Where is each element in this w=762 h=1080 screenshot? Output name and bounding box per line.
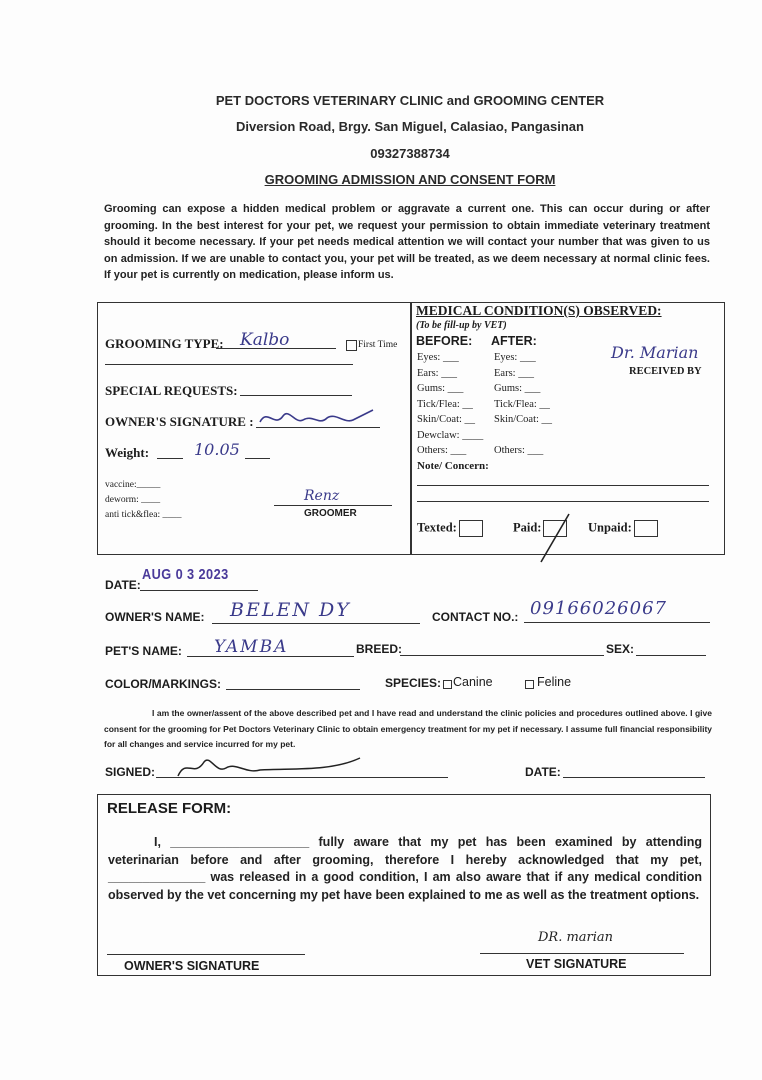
- feline-checkbox[interactable]: [525, 680, 534, 689]
- before-skin-coat: Skin/Coat: __: [417, 414, 476, 425]
- sex-line[interactable]: [636, 655, 706, 656]
- first-time-label: First Time: [358, 340, 398, 350]
- release-vet-signature-line[interactable]: [480, 953, 684, 954]
- pet-name-label: PET'S NAME:: [105, 644, 182, 658]
- release-owner-signature-label: OWNER'S SIGNATURE: [124, 959, 260, 973]
- texted-field[interactable]: [417, 520, 483, 537]
- after-eyes: Eyes: ___: [494, 352, 536, 363]
- note-concern-label: Note/ Concern:: [417, 460, 489, 472]
- owner-name-label: OWNER'S NAME:: [105, 610, 205, 624]
- groomer-label: GROOMER: [304, 508, 357, 519]
- canine-checkbox[interactable]: [443, 680, 452, 689]
- groomer-line: [274, 505, 392, 506]
- clinic-phone: 09327388734: [370, 146, 450, 161]
- weight-line-b: [245, 458, 270, 459]
- form-title: GROOMING ADMISSION AND CONSENT FORM: [264, 172, 556, 187]
- before-tick-flea: Tick/Flea: __: [417, 399, 473, 410]
- first-time-checkbox[interactable]: [346, 340, 357, 351]
- special-requests-line[interactable]: [240, 395, 352, 396]
- received-by-label: RECEIVED BY: [629, 366, 702, 377]
- after-tick-flea: Tick/Flea: __: [494, 399, 550, 410]
- note-line-1[interactable]: [417, 485, 709, 486]
- grooming-type-value[interactable]: Kalbo: [240, 330, 290, 350]
- after-label: AFTER:: [491, 334, 537, 348]
- before-ears: Ears: ___: [417, 368, 457, 379]
- deworm-label: deworm: ____: [105, 495, 161, 505]
- release-title: RELEASE FORM:: [107, 800, 232, 817]
- texted-checkbox[interactable]: [459, 520, 483, 537]
- release-paragraph: I, ____________________ fully aware that my pet has been examined by attending veterinarian before and after grooming, therefore I hereby acknowledged that my pet, ______________ was released in a good condition, I am also aware that if any medical condition observed by the vet concerning my pet have been explained to me as well as the treatment options.: [108, 835, 702, 902]
- feline-label: Feline: [537, 675, 572, 689]
- contact-label: CONTACT NO.:: [432, 610, 519, 624]
- after-ears: Ears: ___: [494, 368, 534, 379]
- species-label: SPECIES:: [385, 676, 442, 690]
- signed-date-label: DATE:: [525, 765, 561, 779]
- before-label: BEFORE:: [416, 334, 473, 348]
- texted-label: Texted:: [417, 520, 457, 535]
- date-stamp: AUG 0 3 2023: [142, 566, 229, 583]
- unpaid-checkbox[interactable]: [634, 520, 658, 537]
- date-label: DATE:: [105, 578, 141, 592]
- signed-date-line[interactable]: [563, 777, 705, 778]
- note-line-2[interactable]: [417, 501, 709, 502]
- medical-title: MEDICAL CONDITION(S) OBSERVED:: [416, 303, 662, 318]
- paid-check-mark: [535, 510, 575, 565]
- before-eyes: Eyes: ___: [417, 352, 459, 363]
- unpaid-field[interactable]: [588, 520, 658, 537]
- medical-subtitle: (To be fill-up by VET): [416, 320, 507, 331]
- weight-value[interactable]: 10.05: [194, 440, 240, 459]
- owner-name-value[interactable]: BELEN DY: [230, 599, 351, 621]
- column-divider: [410, 303, 412, 554]
- before-dewclaw: Dewclaw: ____: [417, 430, 484, 441]
- grooming-type-label: GROOMING TYPE:: [105, 336, 224, 351]
- breed-line[interactable]: [400, 655, 604, 656]
- unpaid-label: Unpaid:: [588, 520, 632, 535]
- vaccine-label: vaccine:_____: [105, 480, 161, 490]
- received-by-name: Dr. Marian: [611, 343, 699, 362]
- grooming-type-line-2: [105, 364, 353, 365]
- clinic-address: Diversion Road, Brgy. San Miguel, Calasiao, Pangasinan: [236, 119, 584, 134]
- owner-name-line[interactable]: [212, 623, 420, 624]
- canine-label: Canine: [453, 675, 493, 689]
- signed-label: SIGNED:: [105, 765, 156, 779]
- color-markings-label: COLOR/MARKINGS:: [105, 677, 221, 691]
- owner-signature-scribble: [255, 398, 385, 432]
- groomer-name: Renz: [304, 488, 340, 504]
- date-line: [140, 590, 258, 591]
- release-owner-signature-line[interactable]: [107, 954, 305, 955]
- clinic-name: PET DOCTORS VETERINARY CLINIC and GROOMING CENTER: [215, 93, 605, 108]
- weight-label: Weight:: [105, 445, 150, 460]
- after-skin-coat: Skin/Coat: __: [494, 414, 553, 425]
- release-vet-signature-value: DR. marian: [538, 930, 614, 945]
- owner-signature-label: OWNER'S SIGNATURE :: [105, 414, 254, 429]
- before-gums: Gums: ___: [417, 383, 464, 394]
- tick-flea-label: anti tick&flea: ____: [105, 510, 182, 520]
- consent-paragraph: I am the owner/assent of the above described pet and I have read and understand the clinic policies and procedures outlined above. I give consent for the grooming for Pet Doctors Veterinary Clinic to obtain emergency treatment for my pet if necessary. I assume full financial responsibility for all changes and service incurred for my pet.: [104, 708, 712, 749]
- special-requests-label: SPECIAL REQUESTS:: [105, 383, 238, 398]
- pet-name-value[interactable]: YAMBA: [214, 637, 289, 657]
- before-others: Others: ___: [417, 445, 467, 456]
- intro-paragraph: Grooming can expose a hidden medical problem or aggravate a current one. This can occur during or after grooming. In the best interest for your pet, we request your permission to obtain immediate veterinary treatment should it become necessary. If your pet needs medical attention we will contact your number that was given to us on admission. If we are unable to contact you, your pet will be treated, as we deem necessary at normal clinic fees. If your pet is currently on medication, please inform us.: [104, 203, 710, 281]
- breed-label: BREED:: [356, 642, 403, 656]
- color-markings-line[interactable]: [226, 689, 360, 690]
- paid-label: Paid:: [513, 520, 542, 535]
- weight-line-a: [157, 458, 183, 459]
- contact-line[interactable]: [524, 622, 710, 623]
- signed-scribble: [170, 748, 370, 782]
- contact-value[interactable]: 09166026067: [530, 598, 667, 619]
- sex-label: SEX:: [606, 642, 635, 656]
- release-vet-signature-label: VET SIGNATURE: [526, 957, 627, 971]
- after-others: Others: ___: [494, 445, 544, 456]
- after-gums: Gums: ___: [494, 383, 541, 394]
